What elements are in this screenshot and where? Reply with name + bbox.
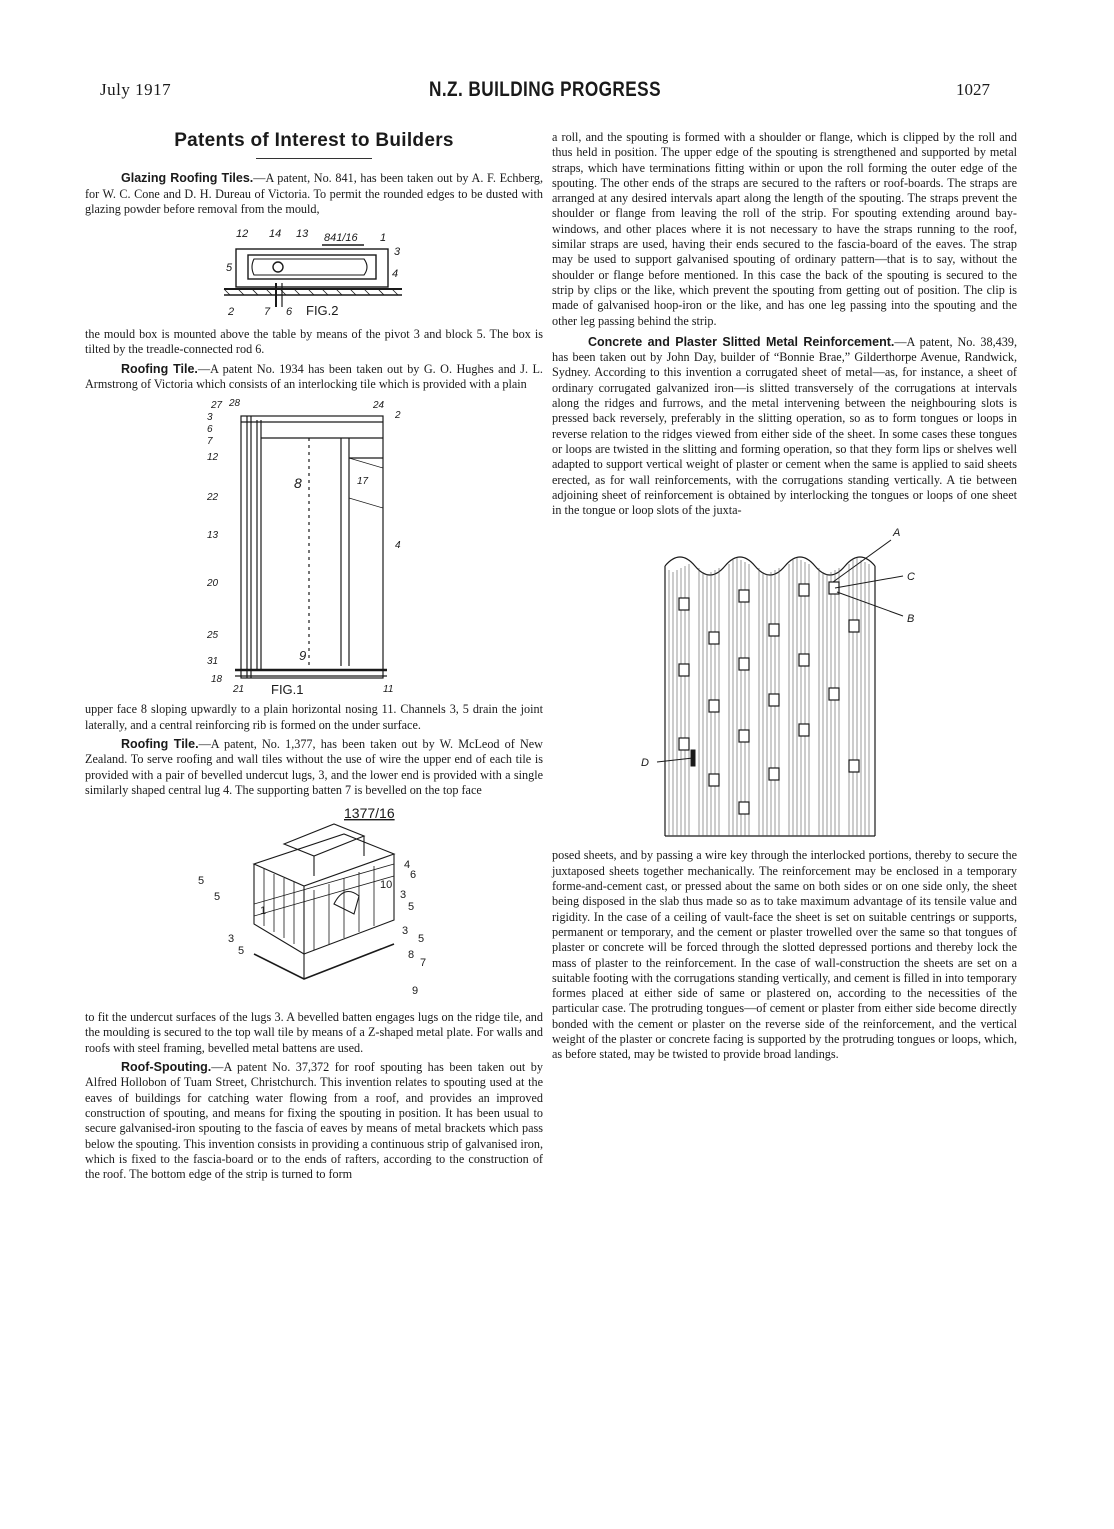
wall-tile-diagram	[194, 804, 434, 1004]
label-B: B	[906, 613, 914, 626]
figure-841	[214, 223, 414, 321]
section-continuation: the mould box is mounted above the table by means of the pivot 3 and block 5. The box is tilted by the treadle-connected rod 6.	[85, 327, 543, 357]
label-3c: 3	[402, 925, 409, 938]
section-heading: Concrete and Plaster Slitted Metal Reinforcement.	[588, 334, 895, 349]
section-text: —A patent, No. 38,439, has been taken out by John Day, builder of “Bonnie Brae,” Gilderthorpe Avenue, Randwick, Sydney. According to this invention a corrugated sheet of metal—as, for instance, a sheet of ordinary corrugated galvanized iron—is slitted transversely of the corrugations at intervals along the ridges and furrows, and the metal intervening between the neighbouring slots is pressed back reversely, preferably in the slitting operation, so as to form tongues or loops in reverse relation to the ridges viewed from either side of the sheet. In some cases these tongues or loops are twisted in the slitting and forming operation, so that they form lips or shelves well adapted to support vertical weight of plaster or cement when the same is applied to said sheets erected, as for wall reinforcements, with the corrugations standing vertically. A tie between adjoining sheet of reinforcement is obtained by interlocking the tongues or loops of one sheet in the tongue or loop slots of the juxta-	[552, 334, 1017, 518]
label-11: 11	[383, 684, 394, 696]
figure-caption: FIG.2	[306, 303, 339, 319]
figure-1377	[194, 804, 434, 1004]
section-text: —A patent, No. 841, has been taken out by A. F. Echberg, for W. C. Cone and D. H. Dureau of Victoria. To permit the rounded edges to be dusted with glazing powder before removal from the mould,	[85, 171, 543, 216]
label-24: 24	[373, 400, 385, 412]
label-27: 27	[211, 400, 223, 412]
label-31: 31	[207, 656, 219, 668]
label-12: 12	[207, 452, 219, 464]
label-5a: 5	[198, 875, 205, 888]
publication-title: N.Z. BUILDING PROGRESS	[429, 78, 661, 101]
label-17: 17	[357, 476, 369, 488]
running-header	[100, 78, 990, 108]
patent-number-label: 1377/16	[344, 805, 395, 822]
section-paragraph	[85, 362, 543, 393]
section-paragraph	[552, 335, 1017, 519]
label-5d: 5	[238, 945, 245, 958]
label-2: 2	[228, 306, 235, 319]
corrugated-sheet-diagram	[635, 524, 935, 842]
label-1: 1	[260, 905, 267, 918]
section-continuation: to fit the undercut surfaces of the lugs 3. A bevelled batten engages lugs on the ridge tile, and the moulding is secured to the top wall tile by means of a Z-shaped metal plate. For walls and roofs with steel framing, bevelled metal battens are used.	[85, 1010, 543, 1055]
label-13: 13	[207, 530, 219, 542]
figure-1934	[199, 398, 429, 696]
label-2: 2	[395, 410, 401, 422]
label-7: 7	[420, 957, 427, 970]
label-841-16: 841/16	[324, 232, 358, 245]
label-3: 3	[207, 412, 213, 424]
label-22: 22	[207, 492, 219, 504]
section-continuation: upper face 8 sloping upwardly to a plain horizontal nosing 11. Channels 3, 5 drain the joint laterally, and a central reinforcing rib is formed on the under surface.	[85, 702, 543, 732]
section-heading: Glazing Roofing Tiles.	[121, 171, 254, 186]
interlocking-tile-diagram	[199, 398, 429, 696]
section-heading: Roof-Spouting.	[121, 1060, 212, 1075]
label-18: 18	[211, 674, 223, 686]
label-5b: 5	[214, 891, 221, 904]
label-6: 6	[207, 424, 213, 436]
section-paragraph	[85, 1060, 543, 1182]
left-column	[85, 130, 543, 1188]
label-20: 20	[207, 578, 219, 590]
label-6: 6	[410, 869, 417, 882]
section-text: —A patent No. 37,372 for roof spouting has been taken out by Alfred Hollobon of Tuam Street, Christchurch. This invention relates to spouting used at the eaves of buildings for catching water flowing from a roof, and provides an improved construction of spouting, and means for fixing the spouting in position. It has been usual to secure galvanised-iron spouting to the fascia of eaves by means of metal brackets which pass below the spouting. This invention consists in providing a continuous strip of galvanised iron, which is fixed to the fascia-board or to the ends of rafters, according to the construction of the roof. The bottom edge of the strip is turned to form	[85, 1060, 543, 1182]
label-3: 3	[394, 246, 401, 259]
label-7: 7	[264, 306, 271, 319]
mould-box-diagram	[214, 223, 414, 321]
label-6: 6	[286, 306, 293, 319]
label-A: A	[892, 527, 900, 540]
label-25: 25	[207, 630, 219, 642]
label-4: 4	[392, 268, 399, 281]
label-3b: 3	[228, 933, 235, 946]
section-continuation: a roll, and the spouting is formed with a shoulder or flange, which is clipped by the roll and thus held in position. The upper edge of the spouting is strengthened and supported by metal straps, which have terminations fitting within or upon the roll forming the outer edge of the spouting. The other ends of the straps are secured to the rafters or roof-boards. The straps are arranged at any desired intervals apart along the length of the spouting. The straps prevent the shoulder or flange from leaving the roll of the strip. For spouting extending around bay-windows, and other places where it is not necessary to have the straps running to the roof, similar straps are used, having their ends secured to the fascia-board of the eaves. The strap may be used to support galvanised spouting of ordinary pattern—that is to say, without the shoulder or flange before mentioned. In this case the back of the spouting is secured to the strip by clips or the like, which prevent the spouting from getting out of position. The clip is made of galvanised hoop-iron or the like, and has one leg passing into the spouting and the other leg passing behind the strip.	[552, 130, 1017, 328]
label-8: 8	[408, 949, 415, 962]
label-14: 14	[269, 228, 282, 241]
label-D: D	[640, 757, 649, 770]
section-heading: Roofing Tile.	[121, 736, 199, 751]
label-5e: 5	[418, 933, 425, 946]
label-4: 4	[395, 540, 401, 552]
label-3a: 3	[400, 889, 407, 902]
section-continuation: posed sheets, and by passing a wire key through the interlocked portions, thereby to secure the juxtaposed sheets together mechanically. The reinforcement may be enclosed in a temporary forme-and-cement cast, or pressed about the same on both sides or on one side only, the sheet being disposed in the slab thus made so as to take maximum advantage of its tensile value and rigidity. In the case of a ceiling of vault-face the sheet is set on suitable centrings or supports, permanent or temporary, and the cement or plaster trowelled over the same so that tongues of plaster or concrete will be forced through the slotted depressed portions and thereby lock the mass of plaster to the reinforcement. In the case of wall-construction the sheets are set on a suitable footing with the corrugations standing vertically, and cement is filled in into temporary formes placed at either side of same or plastered on, according to the necessities of the particular case. The protruding tongues—of cement or plaster from either side become directly bonded with the cement or plaster on the reverse side of the reinforcement, and the vertical weight of the plaster or concrete facing is supported by the protruding tongues or loops, which, as before stated, may be twisted to provide broad landings.	[552, 848, 1017, 1062]
label-13: 13	[296, 228, 309, 241]
label-1: 1	[380, 232, 387, 245]
section-paragraph	[85, 171, 543, 217]
section-paragraph	[85, 737, 543, 798]
label-9: 9	[412, 985, 419, 998]
label-7: 7	[207, 436, 213, 448]
section-text: —A patent, No. 1,377, has been taken out by W. McLeod of New Zealand. To serve roofing and wall tiles without the use of wire the upper end of each tile is provided with a pair of bevelled undercut lugs, 3, and the lower end is provided with a single similarly shaped central lug 4. The supporting batten 7 is bevelled on the top face	[85, 736, 543, 797]
article-title: Patents of Interest to Builders	[174, 130, 454, 151]
label-5c: 5	[408, 901, 415, 914]
right-column	[552, 130, 1017, 1067]
label-4: 4	[404, 859, 411, 872]
title-rule	[256, 158, 372, 159]
label-10: 10	[380, 879, 393, 892]
label-5: 5	[226, 262, 233, 275]
label-21: 21	[233, 684, 245, 696]
page-number: 1027	[956, 80, 990, 99]
section-heading: Roofing Tile.	[121, 361, 198, 376]
issue-date: July 1917	[100, 80, 172, 99]
label-12: 12	[236, 228, 249, 241]
label-8: 8	[294, 475, 302, 492]
figure-caption: FIG.1	[271, 682, 304, 697]
label-C: C	[906, 571, 915, 584]
section-text: —A patent No. 1934 has been taken out by G. O. Hughes and J. L. Armstrong of Victoria which consists of an interlocking tile which is provided with a plain	[85, 361, 543, 392]
label-28: 28	[229, 398, 241, 410]
figure-reinforcement	[635, 524, 935, 842]
label-9: 9	[299, 648, 307, 664]
